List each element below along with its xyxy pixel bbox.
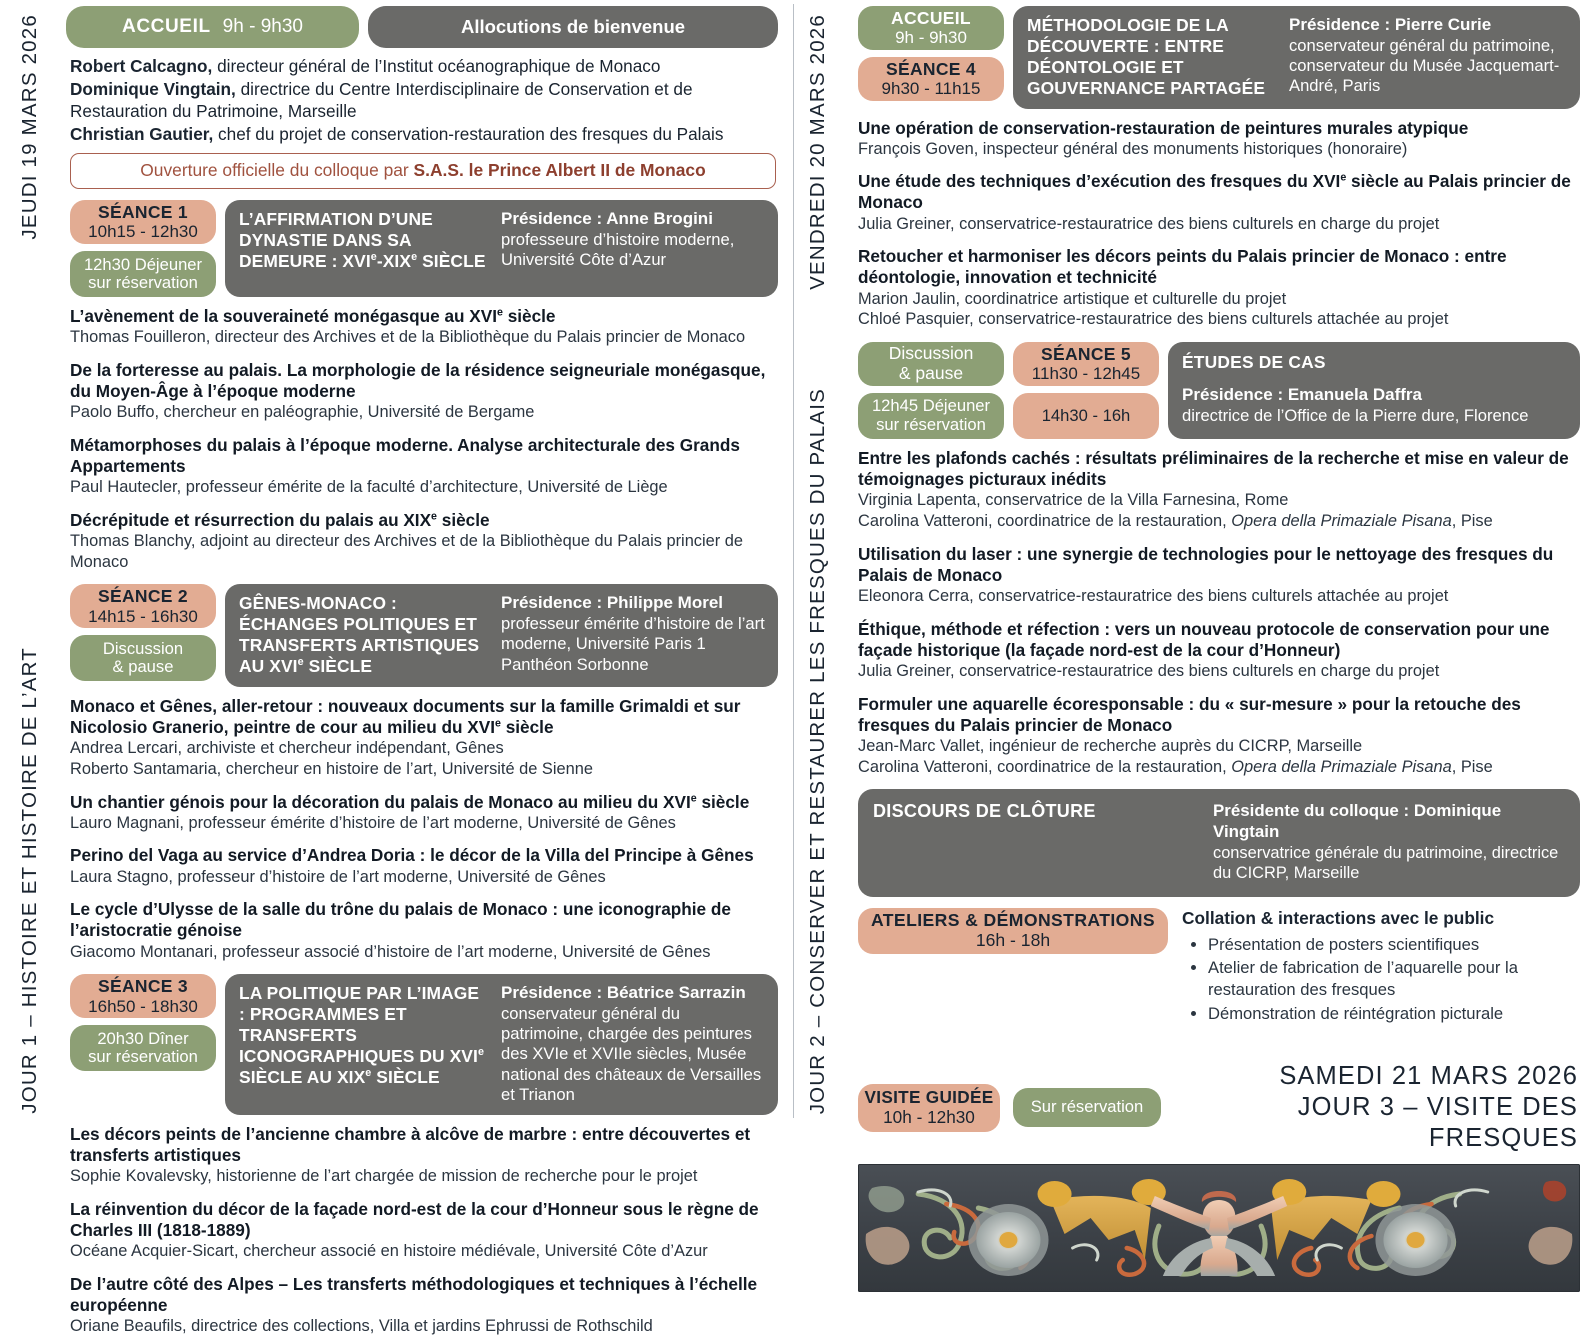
discussion-pause-line2: & pause — [898, 362, 964, 383]
session-3-pills — [70, 974, 216, 1115]
allocutions-pill: Allocutions de bienvenue — [368, 6, 778, 48]
talk-author-2-pre: Carolina Vatteroni, coordinatrice de la restauration, — [858, 757, 1232, 776]
discussion-pause-line1: Discussion — [888, 343, 974, 364]
accueil-pill-day2 — [858, 6, 1004, 50]
talk-item — [70, 792, 778, 834]
session-2-chair — [501, 593, 765, 677]
session-4-header — [1013, 6, 1580, 109]
talk-item — [70, 360, 778, 423]
talk-item — [858, 171, 1580, 234]
day1-header-row — [66, 6, 778, 48]
talk-author: Océane Acquier-Sicart, chercheur associé en histoire médiévale, Université Côte d’Azur — [70, 1242, 708, 1261]
day2-body — [854, 6, 1580, 1153]
talk-item — [70, 1274, 778, 1337]
discussion-note-2-line2: & pause — [112, 657, 174, 677]
lunch-note-day2 — [858, 393, 1004, 439]
intro-speaker-name: Christian Gautier, — [70, 123, 214, 144]
etudes-de-cas-box — [1168, 342, 1580, 439]
talk-author: Laura Stagno, professeur d’histoire de l’art moderne, Université de Gênes — [70, 867, 606, 886]
lunch-note-day2-line2: sur réservation — [876, 414, 986, 434]
talk-item — [70, 845, 778, 887]
discussion-pause-pill — [858, 342, 1004, 386]
session-3-title: LA POLITIQUE PAR L’IMAGE : PROGRAMMES ET TRANSFERTS ICONOGRAPHIQUES DU XVIe SIÈCLE AU XIXe SIÈCLE — [239, 983, 485, 1087]
talk-title: Retoucher et harmoniser les décors peints du Palais princier de Monaco : entre déontologie, innovation et technicité — [858, 246, 1507, 288]
talk-item — [858, 246, 1580, 330]
lunch-note-day2-line1: 12h45 Déjeuner — [871, 396, 991, 416]
seance-4-pill — [858, 57, 1004, 101]
talk-item — [70, 1124, 778, 1187]
talk-author-2 — [858, 511, 1580, 532]
etudes-de-cas-title: ÉTUDES DE CAS — [1182, 351, 1326, 372]
seance-1-time: 10h15 - 12h30 — [88, 222, 198, 242]
opening-prefix: Ouverture officielle du colloque par — [140, 160, 414, 181]
session-block-3 — [70, 974, 778, 1115]
session-2-talks — [70, 696, 778, 962]
session-2-title: GÊNES-MONACO : ÉCHANGES POLITIQUES ET TRANSFERTS ARTISTIQUES AU XVIe SIÈCLE — [239, 593, 480, 677]
sur-reservation-pill: Sur réservation — [1013, 1088, 1161, 1127]
talk-title: L’avènement de la souveraineté monégasque au XVIe siècle — [70, 306, 556, 327]
seance-3-name: SÉANCE 3 — [98, 975, 188, 996]
ateliers-section — [858, 908, 1580, 1028]
seance-4-name: SÉANCE 4 — [886, 58, 976, 79]
intro-speaker-row — [70, 55, 778, 78]
talk-title: De la forteresse au palais. La morphologie de la résidence seigneuriale monégasque, du Moyen-Âge à l’époque moderne — [70, 359, 766, 402]
intro-speaker-row — [70, 123, 778, 146]
seance-3-time: 16h50 - 18h30 — [88, 996, 198, 1016]
talk-title: Entre les plafonds cachés : résultats préliminaires de la recherche et mise en valeur de témoignages picturaux inédits — [858, 447, 1569, 490]
day3-theme: JOUR 3 – VISITE DES FRESQUES — [1297, 1093, 1578, 1153]
session-2-pills — [70, 584, 216, 687]
talk-author-2-institution: Opera della Primaziale Pisana — [1231, 757, 1452, 776]
lunch-note-1-line2: sur réservation — [88, 273, 198, 293]
day2-date-label: VENDREDI 20 MARS 2026 — [806, 14, 829, 290]
session-2-chair-name: Présidence : Philippe Morel — [501, 593, 724, 613]
intro-speaker-name: Robert Calcagno, — [70, 56, 213, 76]
fresco-illustration — [858, 1164, 1580, 1292]
day2-theme-label: JOUR 2 – CONSERVER ET RESTAURER LES FRESQUES DU PALAIS — [806, 387, 829, 1114]
session-4-chair — [1289, 15, 1567, 99]
session-1-chair-name: Présidence : Anne Brogini — [501, 209, 713, 229]
ateliers-pill — [858, 908, 1168, 954]
talk-title: Éthique, méthode et réfection : vers un nouveau protocole de conservation pour une façade historique (la façade nord-est de la cour d’Honneur) — [858, 618, 1550, 660]
session-1-pills — [70, 200, 216, 297]
closing-speech-chair — [1213, 801, 1565, 882]
ateliers-body-title: Collation & interactions avec le public — [1182, 907, 1495, 928]
talk-author-2-post: , Pise — [1451, 757, 1493, 776]
talk-item — [70, 510, 778, 573]
talk-author-2: Roberto Santamaria, chercheur en histoire de l’art, Université de Sienne — [70, 759, 593, 778]
day2-side-rail — [806, 6, 854, 1118]
day1-side-rail — [18, 6, 66, 1118]
intro-speaker-name: Dominique Vingtain, — [70, 78, 236, 99]
discussion-note-2 — [70, 635, 216, 681]
dinner-note-3 — [70, 1025, 216, 1071]
talk-title: Une étude des techniques d’exécution des fresques du XVIe siècle au Palais princier de Monaco — [858, 171, 1571, 213]
talk-title: De l’autre côté des Alpes – Les transferts méthodologiques et techniques à l’échelle européenne — [70, 1274, 758, 1316]
session-5-talks — [858, 448, 1580, 777]
day3-date: SAMEDI 21 MARS 2026 — [1279, 1062, 1578, 1091]
seance-1-pill — [70, 200, 216, 244]
session-1-title: L’AFFIRMATION D’UNE DYNASTIE DANS SA DEMEURE : XVIe-XIXe SIÈCLE — [239, 209, 486, 271]
accueil-label-day2: ACCUEIL — [891, 7, 971, 28]
ateliers-name: ATELIERS & DÉMONSTRATIONS — [870, 909, 1155, 930]
seance-2-time: 14h15 - 16h30 — [88, 606, 198, 626]
session-block-2 — [70, 584, 778, 687]
seance-5-name: SÉANCE 5 — [1041, 343, 1131, 364]
talk-author: Marion Jaulin, coordinatrice artistique et culturelle du projet — [858, 289, 1287, 308]
dinner-note-3-line2: sur réservation — [88, 1047, 198, 1067]
talk-author: Thomas Fouilleron, directeur des Archives et de la Bibliothèque du Palais princier de Monaco — [70, 328, 746, 347]
accueil-time-day1: 9h - 9h30 — [222, 16, 303, 38]
lunch-note-1-line1: 12h30 Déjeuner — [83, 254, 203, 274]
talk-title: Perino del Vaga au service d’Andrea Doria : le décor de la Villa del Principe à Gênes — [70, 845, 754, 866]
talk-author-2-pre: Carolina Vatteroni, coordinatrice de la restauration, — [858, 511, 1232, 530]
intro-speaker-role: directeur général de l’Institut océanographique de Monaco — [212, 56, 661, 76]
accueil-label-day1: ACCUEIL — [122, 16, 211, 38]
closing-chair-name: Présidente du colloque : Dominique Vingtain — [1213, 801, 1502, 841]
talk-author: Julia Greiner, conservatrice-restauratrice des biens culturels en charge du projet — [858, 661, 1440, 680]
talk-item — [858, 694, 1580, 778]
talk-author: Lauro Magnani, professeur émérite d’histoire de l’art moderne, Université de Gênes — [70, 813, 676, 832]
seance-5-pill — [1013, 342, 1159, 386]
day2-break-pills — [858, 342, 1004, 439]
session-4-talks — [858, 118, 1580, 330]
talk-title: Un chantier génois pour la décoration du palais de Monaco au milieu du XVIe siècle — [70, 791, 750, 812]
ateliers-list — [1182, 934, 1580, 1026]
session-4-title: MÉTHODOLOGIE DE LA DÉCOUVERTE : ENTRE DÉONTOLOGIE ET GOUVERNANCE PARTAGÉE — [1027, 15, 1266, 98]
session-block-1 — [70, 200, 778, 297]
session-1-talks — [70, 306, 778, 572]
list-item: • Présentation de posters scientifiques — [1208, 934, 1580, 956]
intro-speaker-row — [70, 78, 778, 123]
talk-item — [858, 448, 1580, 532]
seance-5-time: 11h30 - 12h45 — [1031, 364, 1141, 384]
talk-item — [70, 899, 778, 962]
day1-body — [66, 6, 778, 1336]
dinner-note-3-line1: 20h30 Dîner — [97, 1028, 189, 1048]
talk-item — [858, 118, 1580, 160]
talk-author: François Goven, inspecteur général des monuments historiques (honoraire) — [858, 139, 1408, 158]
list-item: • Démonstration de réintégration picturale — [1208, 1003, 1580, 1025]
etudes-chair-role: directrice de l’Office de la Pierre dure, Florence — [1182, 405, 1529, 425]
session-3-chair — [501, 983, 765, 1105]
closing-speech-title: DISCOURS DE CLÔTURE — [873, 801, 1096, 822]
day2-column — [800, 0, 1586, 1153]
talk-author-2-post: , Pise — [1451, 511, 1493, 530]
talk-title: Utilisation du laser : une synergie de technologies pour le nettoyage des fresques du Palais de Monaco — [858, 543, 1554, 585]
visite-guidee-pill — [858, 1084, 1000, 1132]
accueil-pill-day1 — [66, 6, 359, 48]
session-4-chair-role: conservateur général du patrimoine, conservateur du Musée Jacquemart-André, Paris — [1289, 35, 1560, 96]
talk-title: Formuler une aquarelle écoresponsable : du « sur-mesure » pour la retouche des fresques du Palais princier de Monaco — [858, 693, 1521, 735]
session-5-header-cluster — [858, 342, 1580, 439]
talk-author: Jean-Marc Vallet, ingénieur de recherche auprès du CICRP, Marseille — [858, 736, 1363, 755]
talk-title: Une opération de conservation-restauration de peintures murales atypique — [858, 117, 1469, 138]
day1-intro-speakers — [70, 55, 778, 145]
day3-heading — [1174, 1061, 1580, 1154]
official-opening-banner — [70, 153, 776, 189]
accueil-time-day2: 9h - 9h30 — [895, 28, 967, 48]
session-4-chair-name: Présidence : Pierre Curie — [1289, 15, 1492, 34]
session-1-header — [225, 200, 778, 297]
talk-title: Monaco et Gênes, aller-retour : nouveaux documents sur la famille Grimaldi et sur Nicolosio Granerio, peintre de cour au milieu du XVIe siècle — [70, 695, 741, 738]
talk-item — [70, 306, 778, 348]
talk-author: Virginia Lapenta, conservatrice de la Villa Farnesina, Rome — [858, 491, 1289, 510]
ateliers-body — [1182, 908, 1580, 1028]
session-3-header — [225, 974, 778, 1115]
seance-1-name: SÉANCE 1 — [98, 201, 188, 222]
seance-2-name: SÉANCE 2 — [98, 586, 188, 607]
talk-author: Paolo Buffo, chercheur en paléographie, Université de Bergame — [70, 403, 535, 422]
day1-date-label: JEUDI 19 MARS 2026 — [18, 14, 41, 240]
seance-3-pill — [70, 974, 216, 1018]
visite-guidee-time: 10h - 12h30 — [883, 1106, 975, 1127]
discussion-note-2-line1: Discussion — [102, 638, 184, 658]
session-3-chair-role: conservateur général du patrimoine, chargée des peintures des XVIe et XVIIe siècles, Musée national des châteaux de Versailles et Trianon — [501, 1003, 762, 1104]
day2-header-pills — [858, 6, 1004, 109]
talk-item — [858, 619, 1580, 682]
session-3-chair-name: Présidence : Béatrice Sarrazin — [501, 983, 746, 1003]
opening-prince: S.A.S. le Prince Albert II de Monaco — [413, 160, 706, 181]
talk-title: Décrépitude et résurrection du palais au XIXe siècle — [70, 509, 490, 530]
seance-5-pills — [1013, 342, 1159, 439]
talk-author-2: Chloé Pasquier, conservatrice-restauratrice des biens culturels attachée au projet — [858, 310, 1449, 329]
intro-speaker-role: directrice du Centre Interdisciplinaire de Conservation et de Restauration du Patrimoine, Marseille — [70, 78, 693, 122]
intro-speaker-role: chef du projet de conservation-restauration des fresques du Palais — [213, 123, 724, 144]
ateliers-time: 16h - 18h — [975, 929, 1051, 950]
day2-header-row — [858, 6, 1580, 109]
list-item: • Atelier de fabrication de l’aquarelle pour la restauration des fresques — [1208, 957, 1580, 1001]
lunch-note-1 — [70, 251, 216, 297]
talk-item — [858, 544, 1580, 607]
session-1-chair-role: professeure d’histoire moderne, Université Côte d’Azur — [501, 229, 735, 270]
closing-speech-box — [858, 789, 1580, 896]
talk-author: Paul Hautecler, professeur émérite de la faculté d’architecture, Université de Liège — [70, 478, 668, 497]
talk-author-2 — [858, 757, 1580, 778]
seance-2-pill — [70, 584, 216, 628]
talk-author: Julia Greiner, conservatrice-restauratrice des biens culturels en charge du projet — [858, 214, 1440, 233]
talk-title: Les décors peints de l’ancienne chambre à alcôve de marbre : entre découvertes et transferts artistiques — [70, 1124, 751, 1166]
talk-author-2-institution: Opera della Primaziale Pisana — [1231, 511, 1452, 530]
talk-author: Andrea Lercari, archiviste et chercheur indépendant, Gênes — [70, 739, 504, 758]
session-1-chair — [501, 209, 765, 287]
seance-4-time: 9h30 - 11h15 — [881, 79, 981, 99]
talk-item — [70, 696, 778, 780]
closing-chair-role: conservatrice générale du patrimoine, directrice du CICRP, Marseille — [1213, 843, 1559, 882]
talk-author: Thomas Blanchy, adjoint au directeur des Archives et de la Bibliothèque du Palais princier de Monaco — [70, 532, 744, 571]
talk-item — [70, 435, 778, 498]
talk-author: Oriane Beaufils, directrice des collections, Villa et jardins Ephrussi de Rothschild — [70, 1317, 653, 1336]
talk-author: Eleonora Cerra, conservatrice-restauratrice des biens culturels attachée au projet — [858, 586, 1449, 605]
seance-5-second-time-pill: 14h30 - 16h — [1013, 393, 1159, 439]
talk-author: Sophie Kovalevsky, historienne de l’art chargée de mission de recherche pour le projet — [70, 1167, 698, 1186]
etudes-de-cas-chair — [1182, 385, 1566, 426]
day1-theme-label: JOUR 1 – HISTOIRE ET HISTOIRE DE L’ART — [18, 647, 41, 1114]
session-2-header — [225, 584, 778, 687]
session-3-talks — [70, 1124, 778, 1337]
session-2-chair-role: professeur émérite d’histoire de l’art moderne, Université Paris 1 Panthéon Sorbonne — [501, 614, 765, 674]
etudes-chair-name: Présidence : Emanuela Daffra — [1182, 384, 1422, 404]
talk-item — [70, 1199, 778, 1262]
visite-guidee-name: VISITE GUIDÉE — [864, 1087, 994, 1108]
talk-title: Le cycle d’Ulysse de la salle du trône du palais de Monaco : une iconographie de l’aristocratie génoise — [70, 899, 731, 941]
talk-title: Métamorphoses du palais à l’époque moderne. Analyse architecturale des Grands Appartements — [70, 434, 740, 477]
talk-title: La réinvention du décor de la façade nord-est de la cour d’Honneur sous le règne de Charles III (1818-1889) — [70, 1199, 759, 1241]
talk-author: Giacomo Montanari, professeur associé d’histoire de l’art moderne, Université de Gênes — [70, 942, 711, 961]
visite-guidee-section — [858, 1061, 1580, 1154]
fresco-image — [858, 1164, 1580, 1292]
